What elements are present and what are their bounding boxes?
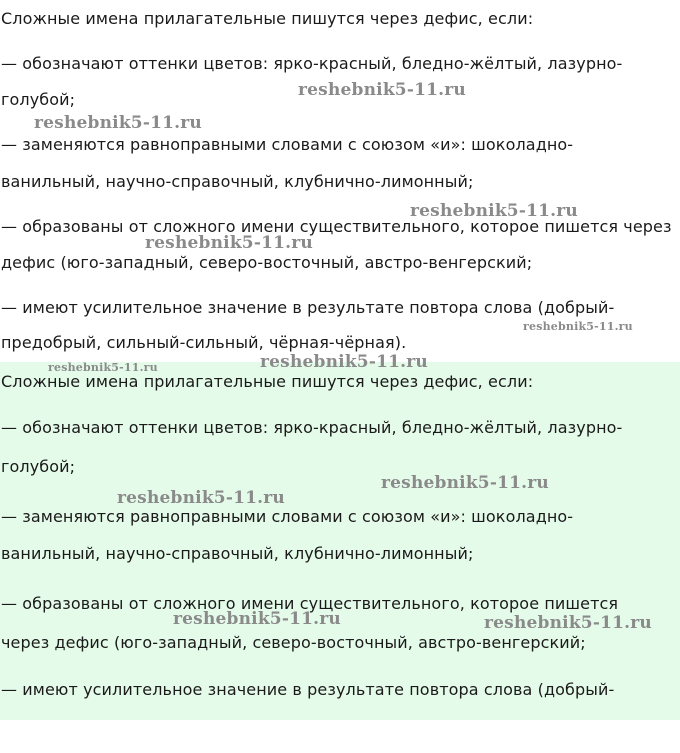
text-line: дефис (юго-западный, северо-восточный, австро-венгерский; [1, 253, 533, 272]
watermark-text: reshebnik5-11.ru [173, 609, 341, 629]
watermark-text: reshebnik5-11.ru [298, 80, 466, 100]
text-line: предобрый, сильный-сильный, чёрная-чёрная). [1, 333, 407, 352]
text-line: через дефис (юго-западный, северо-восточный, австро-венгерский; [1, 633, 586, 652]
text-line: Сложные имена прилагательные пишутся через дефис, если: [1, 9, 534, 28]
text-line: — заменяются равноправными словами с союзом «и»: шоколадно- [1, 507, 574, 526]
watermark-text: reshebnik5-11.ru [117, 488, 285, 508]
watermark-text: reshebnik5-11.ru [410, 201, 578, 221]
watermark-text: reshebnik5-11.ru [523, 320, 633, 333]
text-line: — имеют усилительное значение в результате повтора слова (добрый- [1, 680, 615, 699]
text-line: — образованы от сложного имени существительного, которое пишется [1, 594, 619, 613]
text-line: Сложные имена прилагательные пишутся через дефис, если: [1, 372, 534, 391]
text-line: — обозначают оттенки цветов: ярко-красный, бледно-жёлтый, лазурно- [1, 54, 623, 73]
text-line: — имеют усилительное значение в результате повтора слова (добрый- [1, 298, 615, 317]
watermark-text: reshebnik5-11.ru [381, 473, 549, 493]
text-line: — обозначают оттенки цветов: ярко-красный, бледно-жёлтый, лазурно- [1, 418, 623, 437]
text-line: — заменяются равноправными словами с союзом «и»: шоколадно- [1, 135, 574, 154]
text-line: голубой; [1, 90, 76, 109]
text-line: голубой; [1, 457, 76, 476]
text-line: ванильный, научно-справочный, клубнично-лимонный; [1, 544, 474, 563]
watermark-text: reshebnik5-11.ru [48, 361, 158, 374]
watermark-text: reshebnik5-11.ru [484, 613, 652, 633]
text-line: — образованы от сложного имени существительного, которое пишется через [1, 217, 672, 236]
watermark-text: reshebnik5-11.ru [145, 233, 313, 253]
highlighted-text-block [0, 362, 680, 720]
watermark-text: reshebnik5-11.ru [260, 352, 428, 372]
watermark-text: reshebnik5-11.ru [34, 113, 202, 133]
text-line: ванильный, научно-справочный, клубнично-лимонный; [1, 172, 474, 191]
